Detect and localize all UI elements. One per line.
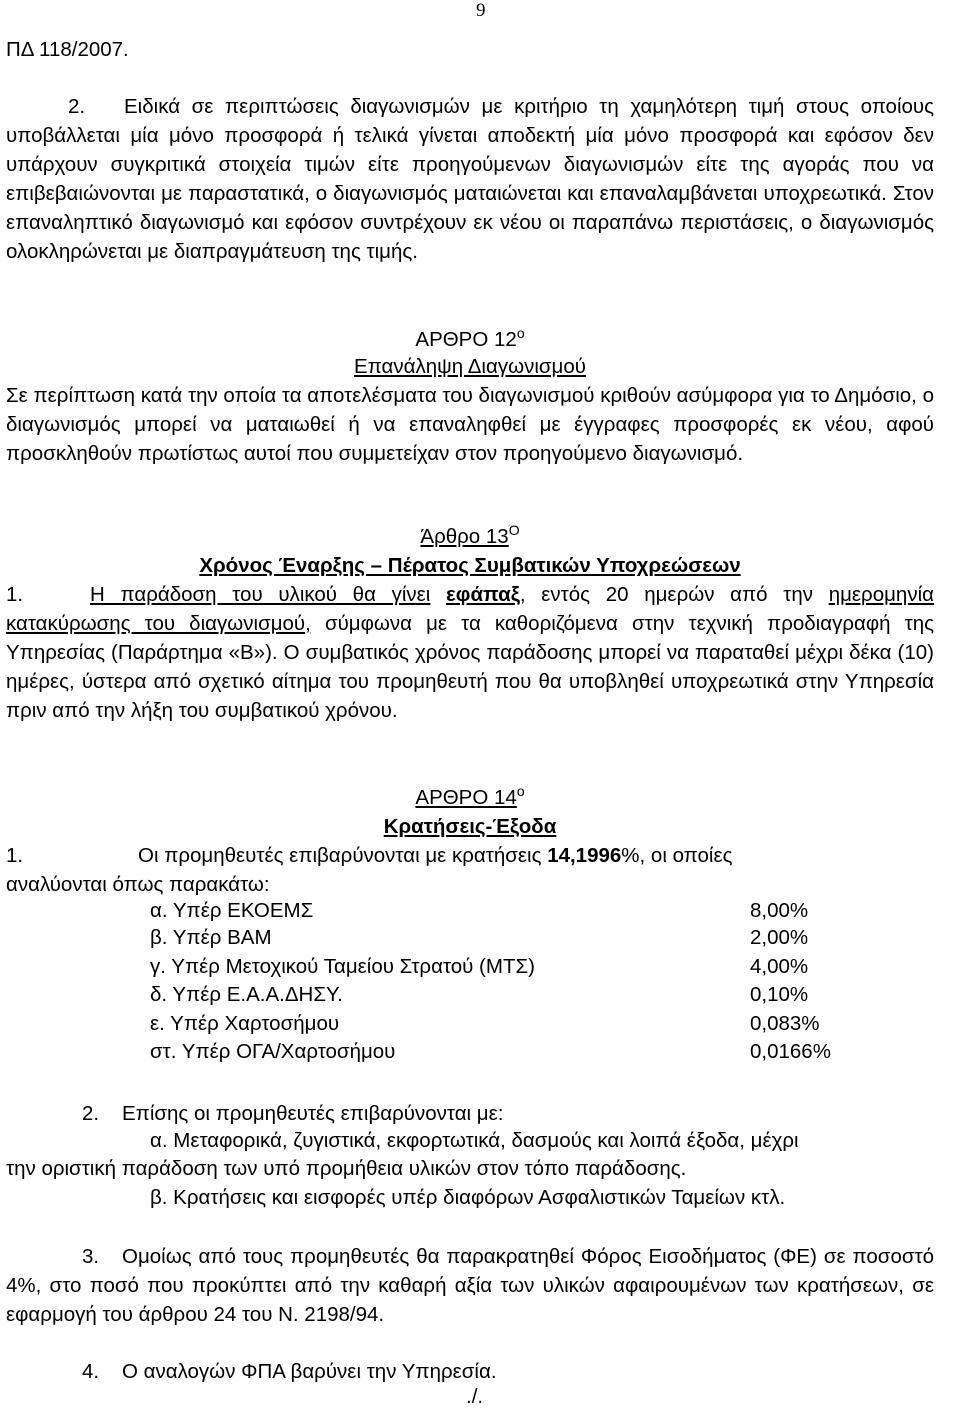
article-14-sup: ο: [516, 783, 525, 799]
article-12-subtitle: Επανάληψη Διαγωνισμού: [354, 355, 586, 378]
deduction-row: [150, 899, 850, 928]
deduction-value: 4,00%: [750, 955, 809, 978]
deduction-label: β. Υπέρ ΒΑΜ: [150, 926, 272, 949]
article-14-p4-text: Ο αναλογών ΦΠΑ βαρύνει την Υπηρεσία.: [122, 1360, 497, 1383]
article-12-subtitle-wrap: [6, 352, 934, 381]
deduction-value: 0,10%: [750, 983, 809, 1006]
article-13-subtitle: Χρόνος Έναρξης – Πέρατος Συμβατικών Υποχρεώσεων: [199, 554, 741, 577]
paragraph-2-text: Ειδικά σε περιπτώσεις διαγωνισμών με κριτήριο τη χαμηλότερη τιμή στους οποίους υποβάλλεται μία μόνο προσφορά ή τελικά γίνεται αποδεκτή μία μόνο προσφορά και εφόσον δεν υπάρχουν συγκριτικά στοιχεία τιμών είτε προηγούμενων διαγωνισμών είτε της αγοράς που να επιβεβαιώνονται με παραστατικά, ο διαγωνισμός ματαιώνεται και επαναλαμβάνεται υποχρεωτικά. Στον επαναληπτικό διαγωνισμό και εφόσον συντρέχουν εκ νέου οι παραπάνω περιστάσεις, ο διαγωνισμός ολοκληρώνεται με διαπραγμάτευση της τιμής.: [6, 95, 934, 263]
article-14-p3-indent: [6, 1242, 122, 1271]
paragraph-2-number: 2.: [68, 95, 86, 118]
article-14-paragraph-1: [6, 841, 934, 870]
article-13-text-2: σύμφωνα με τα καθοριζόμενα στην τεχνική προδιαγραφή της Υπηρεσίας (Παράρτημα «Β»). Ο συμβατικός χρόνος παράδοσης μπορεί να παραταθεί μέχρι δέκα (10) ημέρες, ύστερα από σχετικό αίτημα του προμηθευτή που θα υποβληθεί υποχρεωτικά στην Υπηρεσία πριν από την λήξη του συμβατικού χρόνου.: [6, 612, 935, 722]
article-13-subtitle-wrap: [6, 551, 934, 580]
article-12-body: Σε περίπτωση κατά την οποία τα αποτελέσματα του διαγωνισμού κριθούν ασύμφορα για το Δημόσιο, ο διαγωνισμός μπορεί να ματαιωθεί ή να επαναληφθεί με έγγραφες προσφορές εκ νέου, αφού προσκληθούν πρωτίστως αυτοί που συμμετείχαν στον προηγούμενο διαγωνισμό.: [6, 384, 934, 465]
deduction-label: γ. Υπέρ Μετοχικού Ταμείου Στρατού (ΜΤΣ): [150, 955, 535, 978]
article-14-p2-a-line1: α. Μεταφορικά, ζυγιστικά, εκφορτωτικά, δασμούς και λοιπά έξοδα, μέχρι: [150, 1129, 799, 1152]
deduction-value: 8,00%: [750, 899, 809, 922]
article-14-title: ΑΡΘΡΟ 14: [415, 786, 517, 809]
article-13-title: Άρθρο 13: [420, 525, 509, 548]
article-14-p1-text-b: %, οι οποίες: [621, 844, 733, 867]
article-14-p2-a-line2: την οριστική παράδοση των υπό προμήθεια υλικών στον τόπο παράδοσης.: [6, 1157, 687, 1180]
article-12-heading: [6, 325, 934, 354]
page-number: 9: [476, 0, 486, 21]
article-13-p1-number: 1.: [6, 583, 24, 606]
article-14-p2-text: Επίσης οι προμηθευτές επιβαρύνονται με:: [122, 1102, 504, 1125]
article-13-sup: Ο: [508, 522, 520, 538]
article-13-heading: [6, 522, 934, 551]
article-12-sup: ο: [516, 325, 525, 341]
article-14-p3-text: Ομοίως από τους προμηθευτές θα παρακρατηθεί Φόρος Εισοδήματος (ΦΕ) σε ποσοστό 4%, στο ποσό που προκύπτει από την καθαρή αξία των υλικών αφαιρουμένων των κρατήσεων, σε εφαρμογή του άρθρου 24 του Ν. 2198/94.: [6, 1245, 934, 1326]
end-mark: ./.: [466, 1385, 484, 1408]
paragraph-2: [6, 92, 934, 266]
deduction-value: 0,0166%: [750, 1040, 831, 1063]
article-13-bold: εφάπαξ: [446, 583, 520, 606]
deduction-row: [150, 983, 850, 1012]
article-14-p1-line2: αναλύονται όπως παρακάτω:: [6, 873, 270, 896]
deduction-row: [150, 926, 850, 955]
deduction-label: α. Υπέρ ΕΚΟΕΜΣ: [150, 899, 314, 922]
article-14-p2-number: 2.: [82, 1102, 100, 1125]
deduction-value: 2,00%: [750, 926, 809, 949]
deduction-row: [150, 1040, 850, 1069]
deduction-label: δ. Υπέρ Ε.Α.Α.ΔΗΣΥ.: [150, 983, 343, 1006]
deduction-label: στ. Υπέρ ΟΓΑ/Χαρτοσήμου: [150, 1040, 396, 1063]
article-13-underlined-2: ημερομηνία κατακύρωσης του διαγωνισμού,: [6, 583, 934, 635]
article-13-paragraph-1: [6, 580, 934, 725]
article-14-p4-number: 4.: [82, 1360, 100, 1383]
deduction-label: ε. Υπέρ Χαρτοσήμου: [150, 1012, 340, 1035]
deduction-row: [150, 1012, 850, 1041]
article-12-title: ΑΡΘΡΟ 12: [415, 328, 517, 351]
article-14-p1-bold: 14,1996: [547, 844, 622, 867]
article-14-p3-number: 3.: [82, 1245, 100, 1268]
article-14-p1-number: 1.: [6, 844, 24, 867]
article-14-p2-b: β. Κρατήσεις και εισφορές υπέρ διαφόρων Ασφαλιστικών Ταμείων κτλ.: [150, 1186, 786, 1209]
deduction-value: 0,083%: [750, 1012, 820, 1035]
article-14-heading: [6, 783, 934, 812]
article-13-text-1: , εντός 20 ημερών από την: [519, 583, 813, 606]
article-14-subtitle-wrap: [6, 812, 934, 841]
article-14-p1-text-a: Οι προμηθευτές επιβαρύνονται με κρατήσεις: [138, 844, 542, 867]
deduction-row: [150, 955, 850, 984]
document-reference: ΠΔ 118/2007.: [6, 38, 129, 61]
article-14-paragraph-3: [6, 1242, 934, 1329]
article-13-underlined-1: Η παράδοση του υλικού θα γίνει: [90, 583, 431, 606]
article-14-subtitle: Κρατήσεις-Έξοδα: [383, 815, 557, 838]
article-12-text: [6, 381, 934, 468]
